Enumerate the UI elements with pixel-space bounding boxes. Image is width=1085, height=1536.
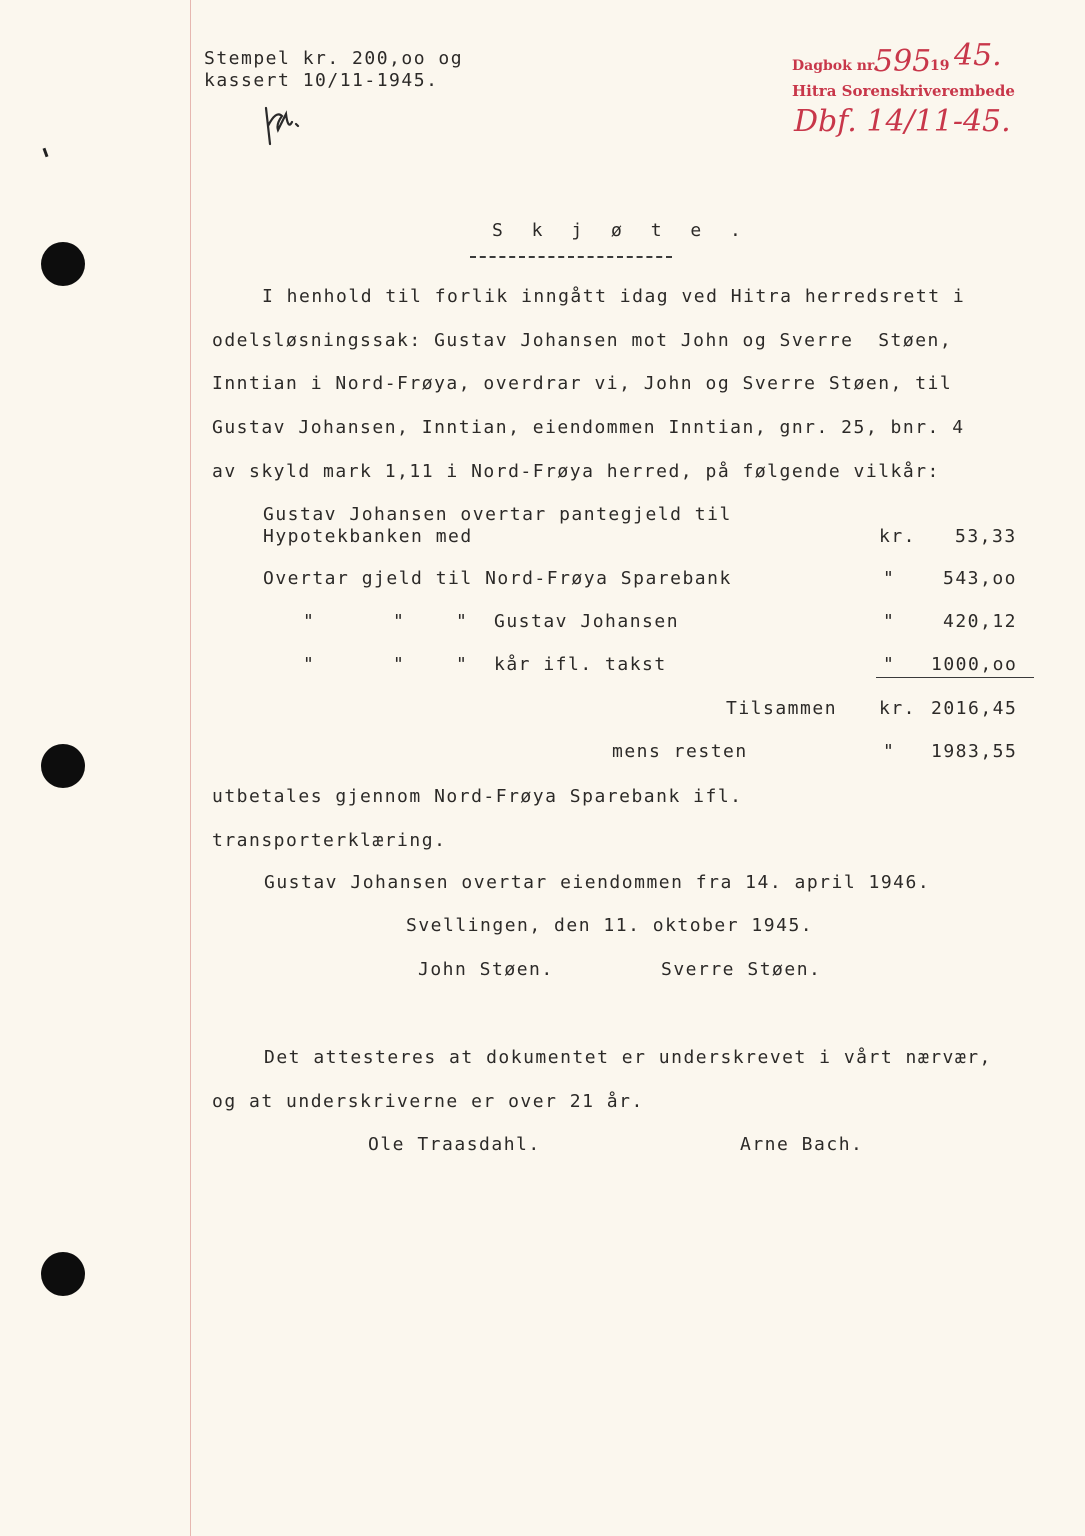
body-line: av skyld mark 1,11 i Nord-Frøya herred, på følgende vilkår: <box>212 461 940 482</box>
punch-hole <box>41 1252 85 1296</box>
item-amount: 543,oo <box>943 568 1018 589</box>
cancelled-note: kassert 10/11-1945. <box>204 70 439 91</box>
item-desc: Overtar gjeld til Nord-Frøya Sparebank <box>263 568 732 589</box>
item-amount: 420,12 <box>943 611 1018 632</box>
body-line: transporterklæring. <box>212 830 447 851</box>
ditto-mark: " <box>393 654 406 675</box>
ditto-mark: " <box>456 611 469 632</box>
dagbok-year: 45. <box>954 38 1002 73</box>
item-desc: Hypotekbanken med <box>263 526 473 547</box>
body-line: Gustav Johansen overtar eiendommen fra 14. april 1946. <box>264 872 931 893</box>
body-line: odelsløsningssak: Gustav Johansen mot John og Sverre Støen, <box>212 330 953 351</box>
seller-signature: Sverre Støen. <box>661 959 822 980</box>
stamp-duty-note: Stempel kr. 200,oo og <box>204 48 464 69</box>
dagbok-label: Dagbok nr. <box>792 58 878 74</box>
item-desc: Gustav Johansen overtar pantegjeld til <box>263 504 732 525</box>
rest-amount: 1983,55 <box>931 741 1018 762</box>
office-stamp: Hitra Sorenskriverembede <box>792 82 1015 100</box>
total-amount: 2016,45 <box>931 698 1018 719</box>
ditto-mark: " <box>393 611 406 632</box>
item-amount: 53,33 <box>955 526 1017 547</box>
place-date: Svellingen, den 11. oktober 1945. <box>406 915 814 936</box>
initials-signature <box>258 100 308 150</box>
item-amount: 1000,oo <box>931 654 1018 675</box>
registration-date: Dbf. 14/11-45. <box>794 104 1011 139</box>
dagbok-number: 595 <box>874 44 932 79</box>
body-line: I henhold til forlik inngått idag ved Hitra herredsrett i <box>262 286 966 307</box>
item-currency: kr. <box>879 526 917 547</box>
item-currency: " <box>883 654 896 675</box>
attestation-line: og at underskriverne er over 21 år. <box>212 1091 644 1112</box>
ditto-mark: " <box>303 654 316 675</box>
rest-label: mens resten <box>612 741 748 762</box>
total-label: Tilsammen <box>726 698 838 719</box>
document-title: S k j ø t e . <box>492 220 750 241</box>
seller-signature: John Støen. <box>418 959 554 980</box>
item-currency: " <box>883 568 896 589</box>
witness-signature: Ole Traasdahl. <box>368 1134 541 1155</box>
body-line: Gustav Johansen, Inntian, eiendommen Inntian, gnr. 25, bnr. 4 <box>212 417 965 438</box>
rest-currency: " <box>883 741 896 762</box>
sum-rule <box>876 677 1034 678</box>
body-line: utbetales gjennom Nord-Frøya Sparebank ifl. <box>212 786 743 807</box>
item-desc: Gustav Johansen <box>494 611 680 632</box>
punch-hole <box>41 744 85 788</box>
punch-hole <box>41 242 85 286</box>
margin-line <box>190 0 191 1536</box>
total-currency: kr. <box>879 698 917 719</box>
body-line: Inntian i Nord-Frøya, overdrar vi, John og Sverre Støen, til <box>212 373 953 394</box>
item-desc: kår ifl. takst <box>494 654 667 675</box>
ditto-mark: " <box>303 611 316 632</box>
attestation-line: Det attesteres at dokumentet er underskrevet i vårt nærvær, <box>264 1047 992 1068</box>
ink-mark <box>43 148 49 157</box>
item-currency: " <box>883 611 896 632</box>
dagbok-year-prefix: 19 <box>930 58 950 74</box>
witness-signature: Arne Bach. <box>740 1134 864 1155</box>
title-underline <box>470 256 672 258</box>
ditto-mark: " <box>456 654 469 675</box>
